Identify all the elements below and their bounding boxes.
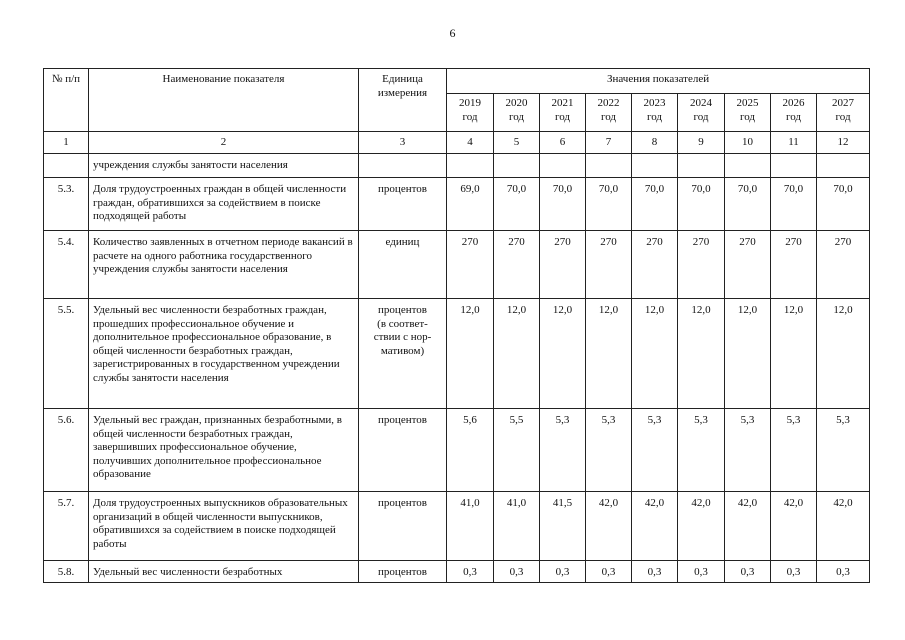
unit-text: мативом)	[380, 344, 425, 357]
value-2022: 5,3	[586, 409, 632, 492]
year-label: 2020	[505, 97, 528, 109]
year-suffix: год	[554, 111, 571, 123]
value-2025: 5,3	[725, 409, 771, 492]
table-row	[44, 492, 870, 561]
value-2021	[540, 154, 586, 178]
value-2021: 41,5	[540, 492, 586, 561]
unit-cell	[359, 231, 447, 299]
value-2024: 0,3	[678, 561, 725, 583]
year-suffix: год	[785, 111, 802, 123]
value-2025: 42,0	[725, 492, 771, 561]
column-number: 1	[44, 132, 89, 154]
table-row	[44, 178, 870, 231]
unit-cell	[359, 178, 447, 231]
row-number: 5.8.	[44, 561, 89, 583]
indicator-name: учреждения службы занятости населения	[89, 154, 359, 178]
value-2020: 41,0	[494, 492, 540, 561]
column-number: 2	[89, 132, 359, 154]
unit-cell	[359, 409, 447, 492]
table-row	[44, 154, 870, 178]
header-year-2019	[447, 94, 494, 132]
value-2023: 270	[632, 231, 678, 299]
value-2027: 12,0	[817, 299, 870, 409]
column-number: 12	[817, 132, 870, 154]
value-2025: 0,3	[725, 561, 771, 583]
year-label: 2022	[597, 97, 620, 109]
indicator-name: Удельный вес граждан, признанных безработными, в общей численности безработных граждан, завершивших профессиональное обучение, получивших дополнительное профессиональное образование	[89, 409, 359, 492]
value-2023: 12,0	[632, 299, 678, 409]
value-2027: 270	[817, 231, 870, 299]
header-year-2020	[494, 94, 540, 132]
value-2022: 42,0	[586, 492, 632, 561]
value-2027: 70,0	[817, 178, 870, 231]
column-number: 11	[771, 132, 817, 154]
table-row	[44, 409, 870, 492]
value-2026: 70,0	[771, 178, 817, 231]
value-2024: 12,0	[678, 299, 725, 409]
indicators-table	[43, 68, 870, 583]
value-2026: 5,3	[771, 409, 817, 492]
unit-text: (в соответ-	[377, 317, 428, 330]
value-2022: 270	[586, 231, 632, 299]
table-row	[44, 561, 870, 583]
header-values-title: Значения показателей	[447, 69, 870, 94]
row-number: 5.7.	[44, 492, 89, 561]
value-2020: 0,3	[494, 561, 540, 583]
value-2019: 41,0	[447, 492, 494, 561]
column-number: 5	[494, 132, 540, 154]
value-2027: 42,0	[817, 492, 870, 561]
value-2022: 0,3	[586, 561, 632, 583]
column-number: 8	[632, 132, 678, 154]
header-num: № п/п	[44, 69, 89, 132]
value-2023: 0,3	[632, 561, 678, 583]
table-row	[44, 231, 870, 299]
column-number: 4	[447, 132, 494, 154]
header-unit: Единица измерения	[359, 69, 447, 132]
value-2019: 0,3	[447, 561, 494, 583]
value-2022	[586, 154, 632, 178]
unit-cell	[359, 154, 447, 178]
unit-text: процентов	[378, 304, 427, 316]
column-number: 10	[725, 132, 771, 154]
column-number: 6	[540, 132, 586, 154]
value-2019	[447, 154, 494, 178]
value-2020: 5,5	[494, 409, 540, 492]
row-number: 5.3.	[44, 178, 89, 231]
value-2024: 70,0	[678, 178, 725, 231]
table-row	[44, 299, 870, 409]
header-year-2027	[817, 94, 870, 132]
header-year-2022	[586, 94, 632, 132]
indicator-name: Удельный вес численности безработных	[89, 561, 359, 583]
page-number: 6	[449, 26, 456, 40]
year-label: 2026	[782, 97, 805, 109]
value-2026	[771, 154, 817, 178]
value-2024	[678, 154, 725, 178]
value-2024: 5,3	[678, 409, 725, 492]
value-2025: 70,0	[725, 178, 771, 231]
indicator-name: Доля трудоустроенных граждан в общей численности граждан, обратившихся за содействием в поиске подходящей работы	[89, 178, 359, 231]
value-2021: 0,3	[540, 561, 586, 583]
header-name: Наименование показателя	[89, 69, 359, 132]
row-number: 5.4.	[44, 231, 89, 299]
unit-text: процентов	[378, 414, 427, 426]
unit-text: процентов	[378, 497, 427, 509]
value-2023: 42,0	[632, 492, 678, 561]
year-suffix: год	[600, 111, 617, 123]
value-2022: 70,0	[586, 178, 632, 231]
value-2019: 5,6	[447, 409, 494, 492]
value-2023: 5,3	[632, 409, 678, 492]
value-2026: 12,0	[771, 299, 817, 409]
column-number: 9	[678, 132, 725, 154]
year-suffix: год	[739, 111, 756, 123]
column-number: 3	[359, 132, 447, 154]
value-2026: 0,3	[771, 561, 817, 583]
year-label: 2023	[643, 97, 666, 109]
row-number: 5.6.	[44, 409, 89, 492]
value-2026: 42,0	[771, 492, 817, 561]
value-2027: 5,3	[817, 409, 870, 492]
row-number	[44, 154, 89, 178]
value-2025: 12,0	[725, 299, 771, 409]
header-year-2021	[540, 94, 586, 132]
value-2021: 12,0	[540, 299, 586, 409]
year-suffix: год	[835, 111, 851, 123]
year-label: 2024	[690, 97, 712, 109]
value-2024: 42,0	[678, 492, 725, 561]
value-2020: 12,0	[494, 299, 540, 409]
unit-cell	[359, 299, 447, 409]
year-label: 2027	[832, 97, 855, 109]
unit-text: единиц	[385, 236, 420, 248]
value-2019: 270	[447, 231, 494, 299]
value-2025	[725, 154, 771, 178]
year-suffix: год	[462, 111, 478, 123]
indicator-name: Доля трудоустроенных выпускников образовательных организаций в общей численности выпускников, обратившихся за содействием в поиске подходящей работы	[89, 492, 359, 561]
header-year-2025	[725, 94, 771, 132]
value-2027	[817, 154, 870, 178]
year-label: 2021	[551, 97, 574, 109]
header-year-2023	[632, 94, 678, 132]
header-year-2026	[771, 94, 817, 132]
indicator-name: Удельный вес численности безработных граждан, прошедших профессиональное обучение и дополнительное профессиональное образование, в общей численности безработных граждан, зарегистрированных в государственном учреждении службы занятости населения	[89, 299, 359, 409]
year-label: 2025	[736, 97, 759, 109]
year-suffix: год	[508, 111, 525, 123]
value-2021: 70,0	[540, 178, 586, 231]
row-number: 5.5.	[44, 299, 89, 409]
value-2023	[632, 154, 678, 178]
unit-cell	[359, 492, 447, 561]
year-suffix: год	[693, 111, 709, 123]
value-2020	[494, 154, 540, 178]
value-2023: 70,0	[632, 178, 678, 231]
value-2026: 270	[771, 231, 817, 299]
value-2024: 270	[678, 231, 725, 299]
unit-cell	[359, 561, 447, 583]
value-2025: 270	[725, 231, 771, 299]
year-label: 2019	[459, 97, 481, 109]
year-suffix: год	[646, 111, 663, 123]
unit-text: процентов	[378, 566, 427, 578]
unit-text: процентов	[378, 183, 427, 195]
value-2020: 270	[494, 231, 540, 299]
indicator-name: Количество заявленных в отчетном периоде вакансий в расчете на одного работника государственного учреждения службы занятости населения	[89, 231, 359, 299]
value-2020: 70,0	[494, 178, 540, 231]
value-2021: 270	[540, 231, 586, 299]
column-number: 7	[586, 132, 632, 154]
value-2019: 69,0	[447, 178, 494, 231]
value-2021: 5,3	[540, 409, 586, 492]
value-2019: 12,0	[447, 299, 494, 409]
unit-text: ствии с нор-	[373, 331, 432, 343]
value-2022: 12,0	[586, 299, 632, 409]
value-2027: 0,3	[817, 561, 870, 583]
header-year-2024	[678, 94, 725, 132]
